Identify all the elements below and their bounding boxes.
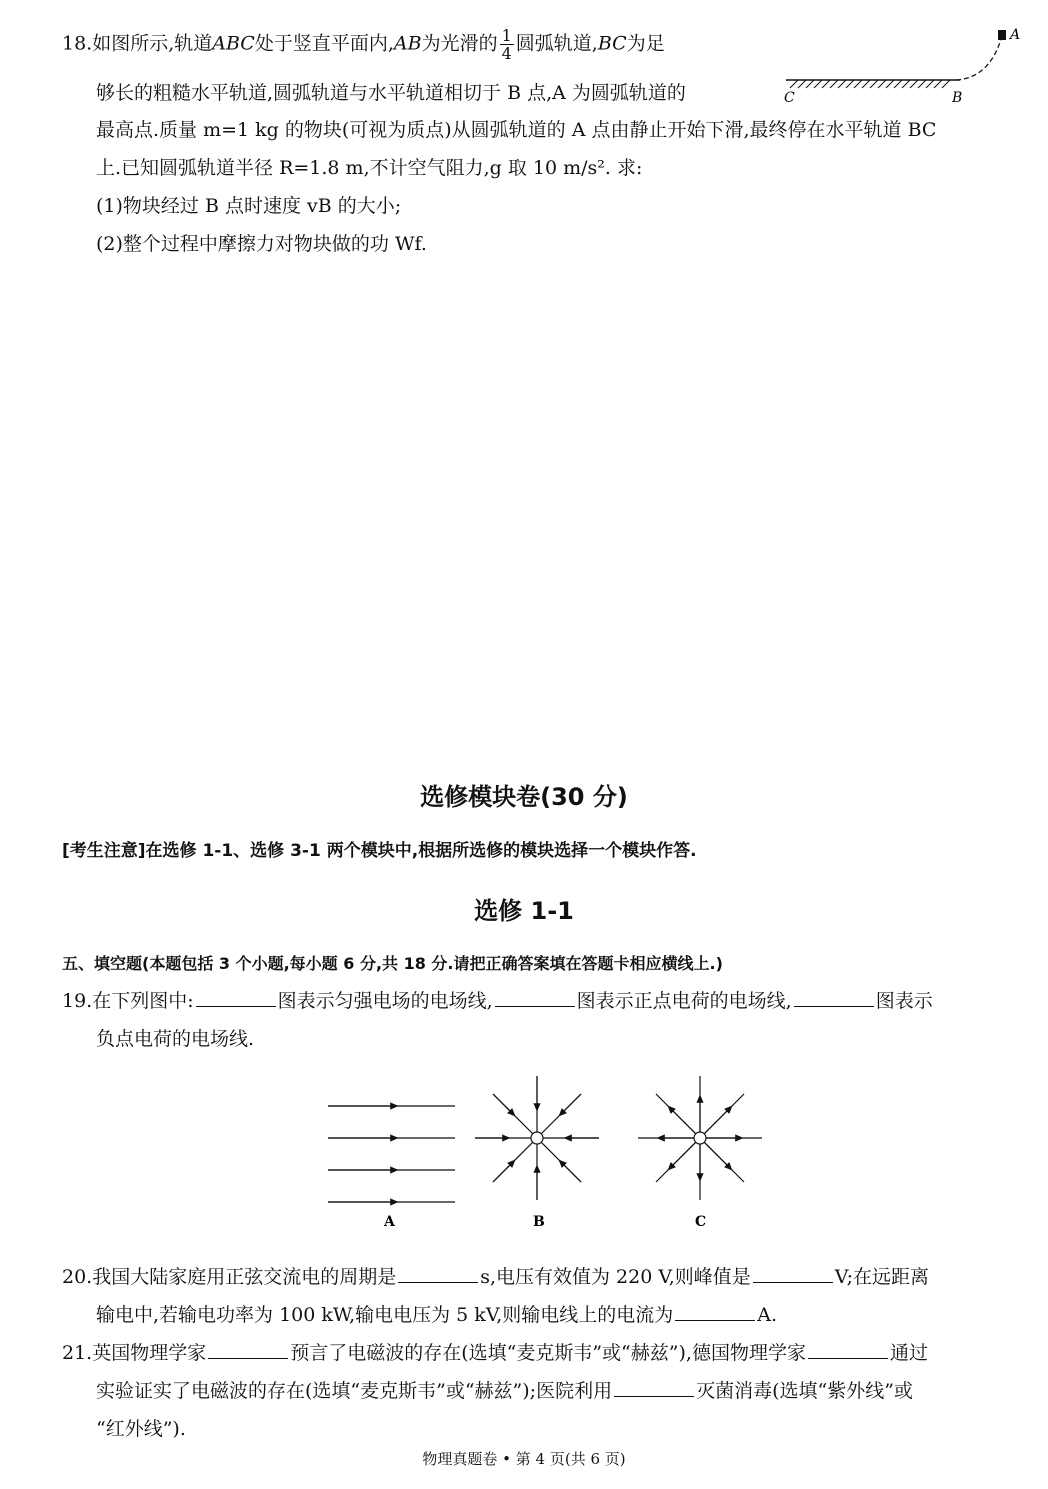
text: 为光滑的 bbox=[421, 32, 498, 55]
label-a: A bbox=[1010, 27, 1021, 43]
text: 通过 bbox=[889, 1342, 928, 1364]
text: 为足 bbox=[626, 32, 665, 55]
text: V;在远距离 bbox=[834, 1266, 930, 1288]
text: 实验证实了电磁波的存在(选填“麦克斯韦”或“赫兹”);医院利用 bbox=[96, 1380, 613, 1402]
negative-charge-field bbox=[475, 1076, 599, 1200]
q18-part1: (1)物块经过 B 点时速度 vB 的大小; bbox=[96, 195, 402, 217]
var: ABC bbox=[212, 32, 255, 55]
text: 20.我国大陆家庭用正弦交流电的周期是 bbox=[62, 1266, 397, 1288]
figure-label-c: C bbox=[695, 1214, 707, 1230]
q18-line4: 上.已知圆弧轨道半径 R=1.8 m,不计空气阻力,g 取 10 m/s². 求: bbox=[96, 157, 643, 179]
q21-line2 bbox=[96, 1378, 913, 1404]
module-title: 选修 1-1 bbox=[474, 897, 574, 925]
q20-line1 bbox=[62, 1264, 929, 1290]
text: 预言了电磁波的存在(选填“麦克斯韦”或“赫兹”),德国物理学家 bbox=[290, 1342, 806, 1364]
label-b: B bbox=[952, 90, 963, 106]
block bbox=[998, 30, 1006, 40]
text: 圆弧轨道, bbox=[515, 32, 598, 55]
text: 灭菌消毒(选填“紫外线”或 bbox=[696, 1380, 913, 1402]
fraction-denominator: 4 bbox=[501, 44, 512, 63]
text: 输电中,若输电功率为 100 kW,输电电压为 5 kV,则输电线上的电流为 bbox=[96, 1304, 674, 1326]
q21-line3: “红外线”). bbox=[96, 1418, 186, 1440]
positive-charge-field bbox=[638, 1076, 762, 1200]
q20-line2 bbox=[96, 1302, 777, 1328]
fraction-numerator: 1 bbox=[501, 26, 512, 45]
q21-line1 bbox=[62, 1340, 928, 1366]
q18-line3: 最高点.质量 m=1 kg 的物块(可视为质点)从圆弧轨道的 A 点由静止开始下滑,最终停在水平轨道 BC bbox=[96, 119, 937, 141]
notice: [考生注意]在选修 1-1、选修 3-1 两个模块中,根据所选修的模块选择一个模块作答. bbox=[62, 841, 697, 861]
var: AB bbox=[393, 32, 422, 55]
text: 图表示 bbox=[875, 990, 933, 1012]
text: 图表示匀强电场的电场线, bbox=[277, 990, 493, 1012]
answer-blank[interactable] bbox=[753, 1264, 833, 1283]
track-diagram bbox=[780, 22, 1040, 112]
text: 19.在下列图中: bbox=[62, 990, 194, 1012]
text: A. bbox=[757, 1304, 778, 1326]
answer-blank[interactable] bbox=[794, 988, 874, 1007]
text: 21.英国物理学家 bbox=[62, 1342, 207, 1364]
part-five-heading: 五、填空题(本题包括 3 个小题,每小题 6 分,共 18 分.请把正确答案填在答题卡相应横线上.) bbox=[62, 954, 723, 973]
answer-blank[interactable] bbox=[675, 1302, 755, 1321]
answer-blank[interactable] bbox=[808, 1340, 888, 1359]
uniform-field bbox=[328, 1106, 455, 1202]
figure-label-b: B bbox=[533, 1214, 545, 1230]
q19-line1 bbox=[62, 988, 933, 1014]
answer-blank[interactable] bbox=[495, 988, 575, 1007]
q18-part2: (2)整个过程中摩擦力对物块做的功 Wf. bbox=[96, 233, 427, 255]
page-footer: 物理真题卷 • 第 4 页(共 6 页) bbox=[422, 1450, 626, 1468]
answer-blank[interactable] bbox=[196, 988, 276, 1007]
text: 图表示正点电荷的电场线, bbox=[576, 990, 792, 1012]
q18-line1 bbox=[62, 27, 665, 62]
var: BC bbox=[597, 32, 627, 55]
figure-label-a: A bbox=[384, 1214, 395, 1230]
question-number: 18. bbox=[62, 32, 93, 55]
answer-blank[interactable] bbox=[208, 1340, 288, 1359]
text: 处于竖直平面内, bbox=[254, 32, 394, 55]
label-c: C bbox=[784, 90, 795, 106]
q19-line2: 负点电荷的电场线. bbox=[96, 1028, 255, 1050]
text: s,电压有效值为 220 V,则峰值是 bbox=[480, 1266, 751, 1288]
q18-line2: 够长的粗糙水平轨道,圆弧轨道与水平轨道相切于 B 点,A 为圆弧轨道的 bbox=[96, 82, 686, 104]
answer-blank[interactable] bbox=[614, 1378, 694, 1397]
answer-blank[interactable] bbox=[398, 1264, 478, 1283]
field-lines-figure bbox=[320, 1070, 780, 1235]
section-title: 选修模块卷(30 分) bbox=[420, 783, 628, 811]
fraction bbox=[500, 27, 514, 62]
text: 如图所示,轨道 bbox=[92, 32, 213, 55]
